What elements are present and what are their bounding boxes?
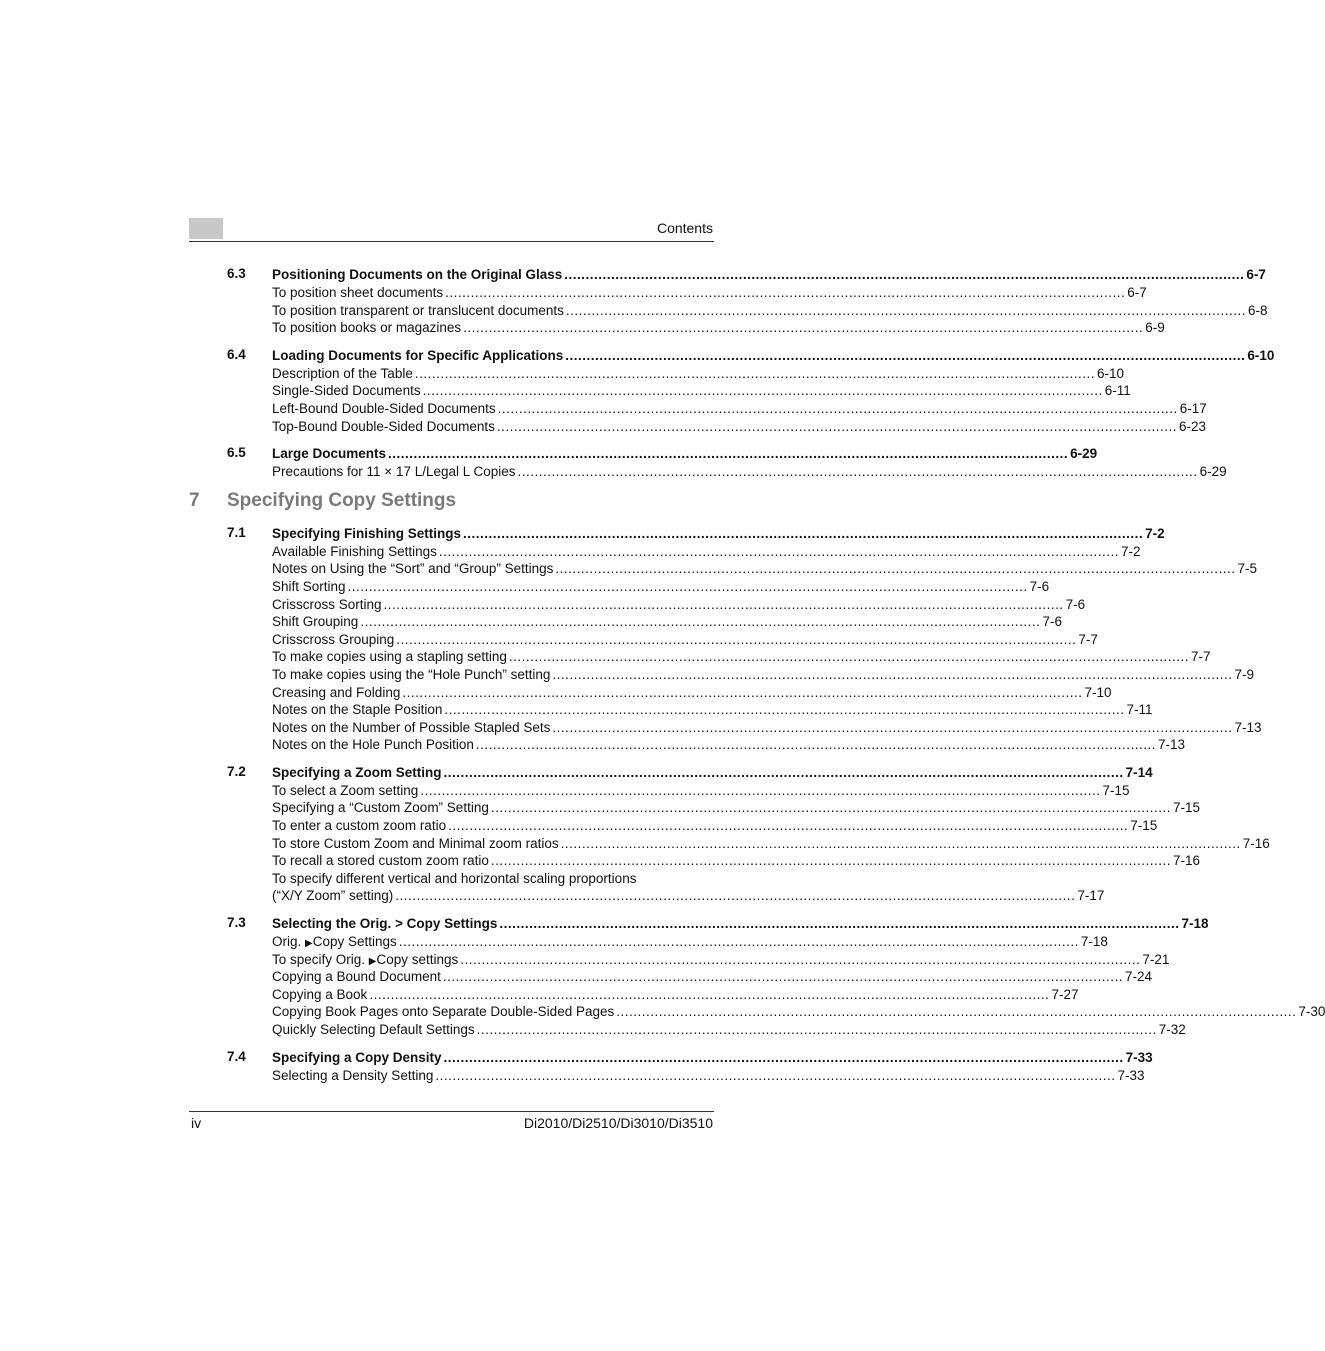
entry-title: Description of the Table xyxy=(272,365,413,381)
entry-page: 7-10 xyxy=(1084,684,1112,700)
entry-title: Notes on the Number of Possible Stapled Sets xyxy=(272,719,551,735)
entry-title: Notes on the Staple Position xyxy=(272,702,443,718)
toc-entry[interactable] xyxy=(272,365,1124,383)
page-number: iv xyxy=(191,1115,202,1131)
running-header: Contents xyxy=(656,220,713,236)
entry-page: 7-24 xyxy=(1124,969,1153,985)
leader-dots xyxy=(566,302,1246,320)
entry-page: 7-17 xyxy=(1077,888,1105,904)
entry-page: 7-2 xyxy=(1145,525,1165,541)
leader-dots xyxy=(395,887,1075,905)
toc-section-6-3 xyxy=(189,265,1268,337)
toc-entry[interactable] xyxy=(272,543,1141,561)
toc-entry[interactable] xyxy=(272,400,1207,418)
arrow-right-icon: ▶ xyxy=(305,938,313,950)
toc-entry[interactable] xyxy=(272,933,1108,951)
leader-dots xyxy=(561,835,1241,853)
toc-entry[interactable] xyxy=(272,887,1105,905)
toc-entry[interactable] xyxy=(272,613,1062,631)
toc-entry-heading[interactable] xyxy=(272,524,1165,543)
toc-entry[interactable] xyxy=(272,666,1255,684)
toc-entry[interactable] xyxy=(272,1003,1325,1021)
leader-dots xyxy=(369,986,1049,1004)
entry-title: To position sheet documents xyxy=(272,285,444,300)
leader-dots xyxy=(388,444,1068,463)
entry-title: Selecting a Density Setting xyxy=(272,1067,434,1083)
toc-entry[interactable] xyxy=(272,319,1165,337)
section-number: 7.3 xyxy=(227,915,246,931)
table-of-contents xyxy=(189,265,1325,1093)
toc-entry-heading[interactable] xyxy=(272,914,1209,933)
leader-dots xyxy=(564,265,1244,284)
entry-title: Specifying a Copy Density xyxy=(272,1049,442,1065)
entry-page: 6-9 xyxy=(1145,320,1165,336)
header-rule xyxy=(189,241,714,242)
chapter-heading[interactable] xyxy=(189,490,714,520)
toc-entry[interactable] xyxy=(272,284,1147,302)
leader-dots xyxy=(384,596,1064,614)
entry-page: 7-30 xyxy=(1298,1004,1325,1020)
toc-entry[interactable] xyxy=(272,968,1153,986)
entry-title: To enter a custom zoom ratio xyxy=(272,818,447,834)
entry-page: 7-11 xyxy=(1126,702,1153,718)
toc-section-7-4 xyxy=(189,1048,1153,1085)
entry-page: 7-7 xyxy=(1191,649,1211,665)
section-number: 7.2 xyxy=(227,763,246,779)
entry-title: Quickly Selecting Default Settings xyxy=(272,1022,475,1037)
toc-entry[interactable] xyxy=(272,782,1130,800)
toc-entry[interactable] xyxy=(272,986,1079,1004)
entry-page: 7-18 xyxy=(1080,934,1108,950)
entry-page: 6-8 xyxy=(1248,302,1268,318)
entry-title: To position books or magazines xyxy=(272,320,462,336)
entry-page: 6-23 xyxy=(1179,418,1207,434)
entry-title: To select a Zoom setting xyxy=(272,782,419,798)
leader-dots xyxy=(477,1021,1157,1039)
entry-title: Copying a Book xyxy=(272,986,368,1002)
entry-title: To make copies using the “Hole Punch” setting xyxy=(272,666,551,682)
entry-title: Copying a Bound Document xyxy=(272,969,441,985)
chapter-title: Specifying Copy Settings xyxy=(227,489,457,511)
leader-dots xyxy=(399,933,1079,951)
leader-dots xyxy=(552,719,1232,737)
entry-page: 7-33 xyxy=(1125,1049,1153,1065)
entry-title: Positioning Documents on the Original Glass xyxy=(272,267,563,282)
toc-section-7-3 xyxy=(189,914,1325,1039)
entry-title: Creasing and Folding xyxy=(272,684,401,700)
leader-dots xyxy=(565,346,1245,365)
entry-page: 7-6 xyxy=(1065,596,1086,612)
toc-entry[interactable] xyxy=(272,817,1158,835)
leader-dots xyxy=(460,951,1140,969)
toc-entry[interactable] xyxy=(272,648,1211,666)
leader-dots xyxy=(476,736,1156,754)
toc-entry[interactable] xyxy=(272,835,1270,853)
toc-entry[interactable] xyxy=(272,736,1186,754)
entry-page: 6-17 xyxy=(1179,400,1207,416)
leader-dots xyxy=(415,365,1095,383)
entry-page: 6-10 xyxy=(1247,347,1275,363)
leader-dots xyxy=(420,782,1100,800)
toc-entry-wrapped-line[interactable] xyxy=(272,870,714,888)
leader-dots xyxy=(491,799,1171,817)
entry-title: Shift Grouping xyxy=(272,614,359,630)
entry-title: To store Custom Zoom and Minimal zoom ratios xyxy=(272,835,559,851)
footer-rule xyxy=(189,1111,714,1112)
leader-dots xyxy=(509,648,1189,666)
leader-dots xyxy=(463,319,1143,337)
entry-page: 6-29 xyxy=(1070,446,1098,462)
entry-title: Specifying a “Custom Zoom” Setting xyxy=(272,800,489,816)
section-number: 7.4 xyxy=(227,1048,246,1064)
entry-title: Notes on Using the “Sort” and “Group” Settings xyxy=(272,561,554,577)
toc-entry[interactable] xyxy=(272,701,1153,719)
leader-dots xyxy=(348,578,1028,596)
entry-title: Crisscross Sorting xyxy=(272,596,382,612)
leader-dots xyxy=(448,817,1128,835)
entry-title: Single-Sided Documents xyxy=(272,383,421,399)
toc-entry[interactable] xyxy=(272,302,1268,320)
toc-entry[interactable] xyxy=(272,463,1227,481)
toc-entry[interactable] xyxy=(272,1021,1186,1039)
entry-title: Shift Sorting xyxy=(272,578,346,594)
leader-dots xyxy=(360,613,1040,631)
section-number: 7.1 xyxy=(227,524,246,540)
toc-entry[interactable] xyxy=(272,382,1131,400)
toc-entry[interactable] xyxy=(272,596,1086,614)
entry-page: 7-15 xyxy=(1102,782,1130,798)
toc-entry[interactable] xyxy=(272,852,1200,870)
entry-page: 7-14 xyxy=(1125,764,1153,780)
entry-page: 6-7 xyxy=(1127,285,1147,300)
leader-dots xyxy=(423,382,1103,400)
entry-page: 7-13 xyxy=(1234,719,1262,735)
toc-entry[interactable] xyxy=(272,418,1207,436)
entry-page: 7-13 xyxy=(1158,737,1186,753)
entry-page: 7-5 xyxy=(1237,561,1258,577)
chapter-number: 7 xyxy=(189,489,200,511)
toc-section-7-2 xyxy=(189,763,1270,905)
leader-dots xyxy=(444,763,1124,782)
entry-title: Specifying Finishing Settings xyxy=(272,525,462,541)
section-number: 6.4 xyxy=(227,346,246,362)
toc-entry[interactable] xyxy=(272,951,1170,969)
toc-entry[interactable] xyxy=(272,799,1200,817)
entry-page: 7-6 xyxy=(1029,578,1050,594)
entry-title-prefix: To specify Orig. xyxy=(272,951,369,967)
leader-dots xyxy=(616,1003,1296,1021)
model-names: Di2010/Di2510/Di3010/Di3510 xyxy=(523,1115,713,1131)
entry-title-prefix: Orig. xyxy=(272,934,306,950)
leader-dots xyxy=(518,463,1198,481)
entry-title: Loading Documents for Specific Applications xyxy=(272,347,564,363)
leader-dots xyxy=(439,543,1119,561)
entry-page: 6-10 xyxy=(1096,365,1124,381)
leader-dots xyxy=(444,701,1124,719)
entry-title: To position transparent or translucent documents xyxy=(272,302,564,318)
entry-page: 7-27 xyxy=(1051,986,1079,1002)
toc-entry[interactable] xyxy=(272,631,1098,649)
leader-dots xyxy=(445,284,1125,302)
entry-title: Top-Bound Double-Sided Documents xyxy=(272,418,495,434)
entry-page: 7-15 xyxy=(1130,818,1158,834)
entry-title: Left-Bound Double-Sided Documents xyxy=(272,400,496,416)
entry-page: 7-16 xyxy=(1172,853,1200,869)
entry-page: 6-11 xyxy=(1104,383,1131,399)
leader-dots xyxy=(497,418,1177,436)
entry-page: 6-7 xyxy=(1246,267,1266,282)
toc-entry[interactable] xyxy=(272,1067,1145,1085)
leader-dots xyxy=(552,666,1232,684)
entry-page: 7-2 xyxy=(1120,543,1141,559)
entry-title: Available Finishing Settings xyxy=(272,543,437,559)
entry-title: Copying Book Pages onto Separate Double-Sided Pages xyxy=(272,1004,615,1020)
toc-entry-heading[interactable] xyxy=(272,346,1274,365)
leader-dots xyxy=(463,524,1143,543)
entry-title: To make copies using a stapling setting xyxy=(272,649,507,665)
leader-dots xyxy=(396,631,1076,649)
toc-entry[interactable] xyxy=(272,578,1050,596)
toc-entry-heading[interactable] xyxy=(272,444,1097,463)
toc-section-7-1 xyxy=(189,524,1262,754)
entry-page: 7-18 xyxy=(1181,916,1209,932)
entry-page: 7-15 xyxy=(1172,800,1200,816)
entry-title: To specify different vertical and horizontal scaling proportions xyxy=(272,870,637,886)
toc-entry[interactable] xyxy=(272,684,1112,702)
leader-dots xyxy=(444,1048,1124,1067)
entry-page: 7-16 xyxy=(1242,835,1270,851)
toc-entry-heading[interactable] xyxy=(272,265,1266,284)
entry-page: 6-29 xyxy=(1199,464,1227,480)
section-number: 6.3 xyxy=(227,266,246,281)
entry-title: (“X/Y Zoom” setting) xyxy=(272,888,394,904)
entry-title: To recall a stored custom zoom ratio xyxy=(272,853,489,869)
entry-title: Selecting the Orig. > Copy Settings xyxy=(272,916,498,932)
leader-dots xyxy=(402,684,1082,702)
leader-dots xyxy=(435,1067,1115,1085)
entry-title: Precautions for 11 × 17 L/Legal L Copies xyxy=(272,464,516,480)
entry-page: 7-32 xyxy=(1158,1022,1186,1037)
entry-page: 7-7 xyxy=(1078,631,1098,647)
toc-section-6-4 xyxy=(189,346,1275,435)
entry-title: Copy Settings xyxy=(312,934,397,950)
section-number: 6.5 xyxy=(227,445,246,461)
toc-entry[interactable] xyxy=(272,719,1262,737)
leader-dots xyxy=(555,560,1235,578)
entry-page: 7-6 xyxy=(1042,614,1062,630)
arrow-right-icon: ▶ xyxy=(368,955,377,967)
toc-entry-heading[interactable] xyxy=(272,1048,1153,1067)
entry-title: Large Documents xyxy=(272,446,387,462)
header-tab-marker xyxy=(189,218,223,239)
leader-dots xyxy=(491,852,1171,870)
leader-dots xyxy=(443,968,1123,986)
entry-page: 7-21 xyxy=(1142,951,1170,967)
toc-section-6-5 xyxy=(189,444,1227,481)
leader-dots xyxy=(499,914,1179,933)
toc-entry-heading[interactable] xyxy=(272,763,1153,782)
entry-title: Copy settings xyxy=(376,951,459,967)
entry-page: 7-33 xyxy=(1117,1067,1145,1083)
entry-page: 7-9 xyxy=(1234,666,1255,682)
entry-title: Notes on the Hole Punch Position xyxy=(272,737,474,753)
entry-title: Crisscross Grouping xyxy=(272,631,395,647)
leader-dots xyxy=(498,400,1178,418)
entry-title: Specifying a Zoom Setting xyxy=(272,764,442,780)
toc-entry[interactable] xyxy=(272,560,1258,578)
